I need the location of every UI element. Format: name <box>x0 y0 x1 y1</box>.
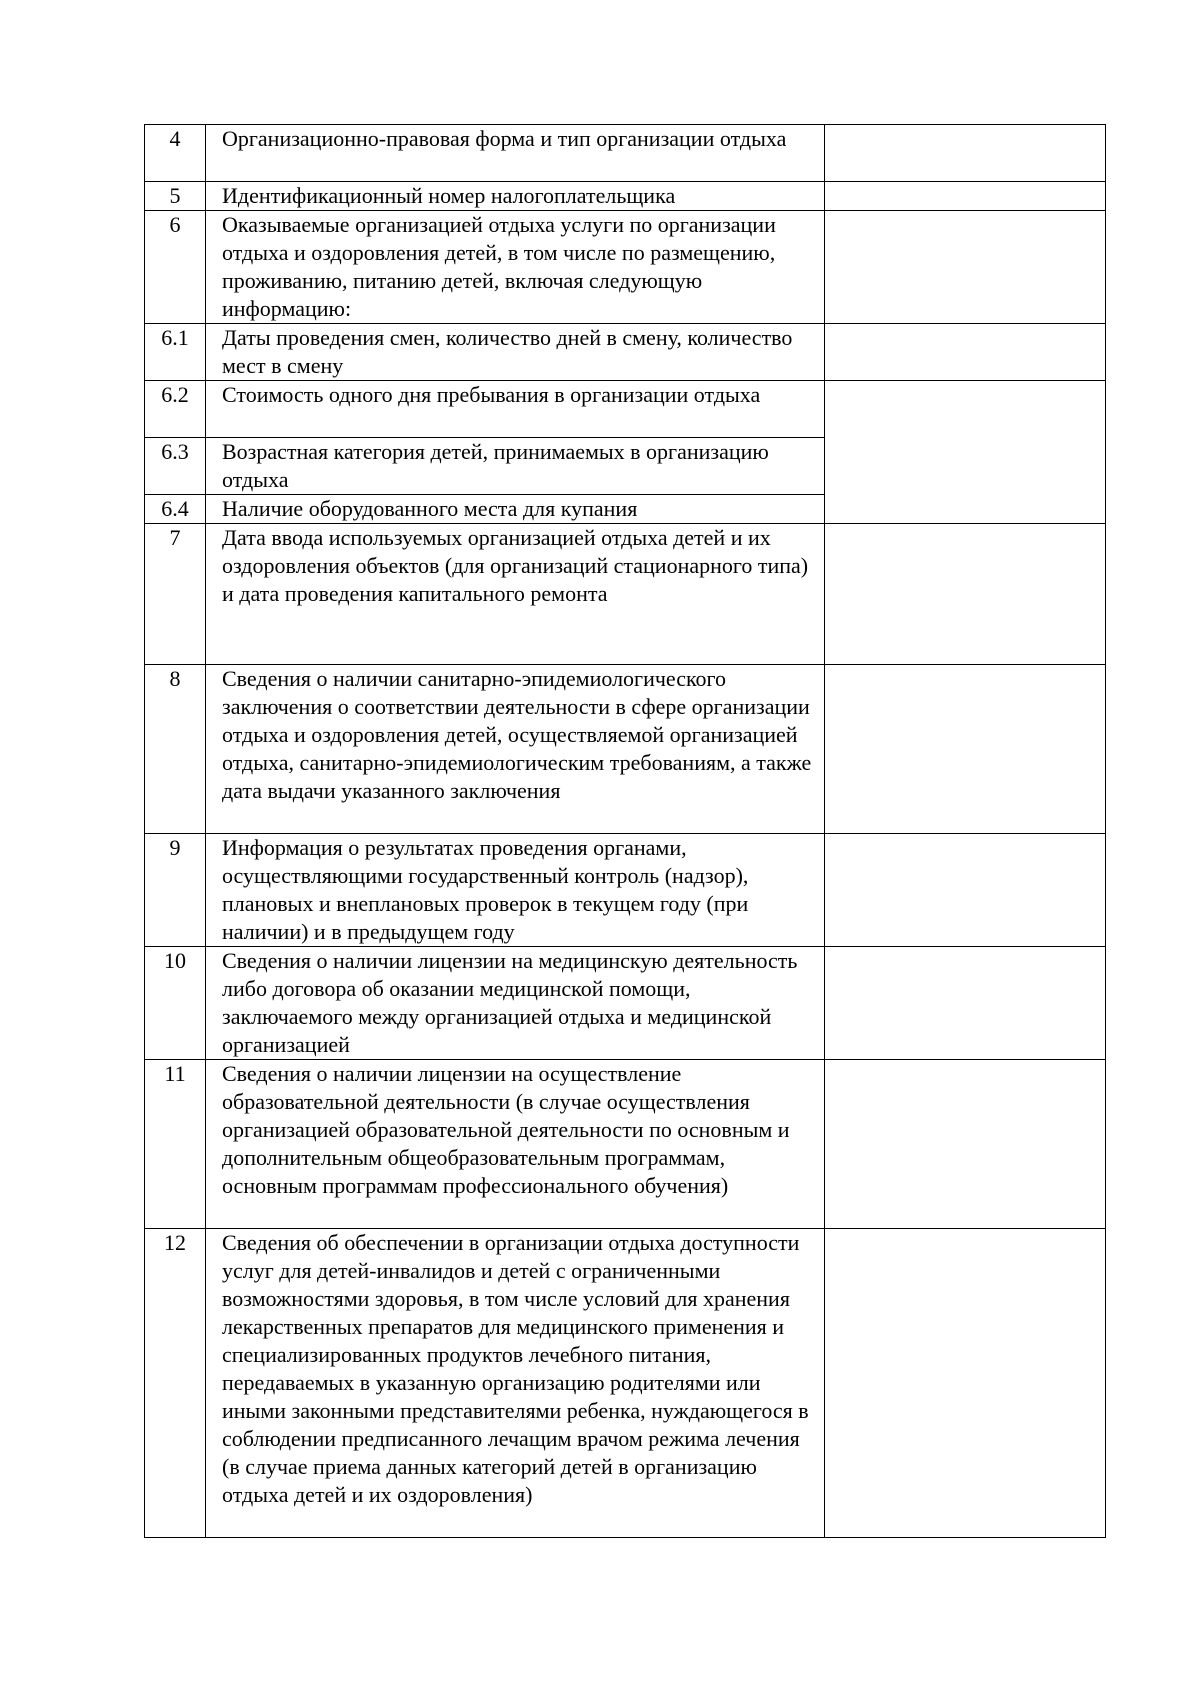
row-number: 6.1 <box>145 324 206 381</box>
row-description: Сведения о наличии лицензии на медицинскую деятельность либо договора об оказании медицинской помощи, заключаемого между организацией отдыха и медицинской организацией <box>206 947 825 1060</box>
row-value-cell[interactable] <box>825 324 1106 381</box>
table-row <box>145 1229 1106 1538</box>
table-row <box>145 381 1106 438</box>
row-description: Информация о результатах проведения органами, осуществляющими государственный контроль (надзор), плановых и внеплановых проверок в текущем году (при наличии) и в предыдущем году <box>206 834 825 947</box>
table-row <box>145 1060 1106 1229</box>
table-row <box>145 211 1106 324</box>
row-description: Возрастная категория детей, принимаемых в организацию отдыха <box>206 438 825 495</box>
row-description: Сведения о наличии санитарно-эпидемиологического заключения о соответствии деятельности в сфере организации отдыха и оздоровления детей, осуществляемой организацией отдыха, санитарно-эпидемиологическим требованиям, а также дата выдачи указанного заключения <box>206 665 825 834</box>
table-row <box>145 834 1106 947</box>
row-description: Наличие оборудованного места для купания <box>206 495 825 524</box>
table-row <box>145 182 1106 211</box>
table-row <box>145 125 1106 182</box>
row-number: 6 <box>145 211 206 324</box>
row-number: 8 <box>145 665 206 834</box>
table-row <box>145 665 1106 834</box>
table-row <box>145 524 1106 665</box>
row-value-cell[interactable] <box>825 211 1106 324</box>
row-number: 11 <box>145 1060 206 1229</box>
table-row <box>145 947 1106 1060</box>
row-value-cell[interactable] <box>825 834 1106 947</box>
row-description: Организационно-правовая форма и тип организации отдыха <box>206 125 825 182</box>
row-number: 12 <box>145 1229 206 1538</box>
row-value-cell[interactable] <box>825 1060 1106 1229</box>
row-description: Даты проведения смен, количество дней в смену, количество мест в смену <box>206 324 825 381</box>
info-table <box>144 124 1106 1538</box>
row-value-cell[interactable] <box>825 182 1106 211</box>
row-value-cell[interactable] <box>825 665 1106 834</box>
row-description: Сведения о наличии лицензии на осуществление образовательной деятельности (в случае осуществления организацией образовательной деятельности по основным и дополнительным общеобразовательным программам, основным программам профессионального обучения) <box>206 1060 825 1229</box>
row-description: Дата ввода используемых организацией отдыха детей и их оздоровления объектов (для организаций стационарного типа) и дата проведения капитального ремонта <box>206 524 825 665</box>
table-row <box>145 324 1106 381</box>
row-number: 6.4 <box>145 495 206 524</box>
row-number: 7 <box>145 524 206 665</box>
row-value-cell[interactable] <box>825 1229 1106 1538</box>
row-number: 9 <box>145 834 206 947</box>
row-number: 6.3 <box>145 438 206 495</box>
row-number: 6.2 <box>145 381 206 438</box>
row-number: 10 <box>145 947 206 1060</box>
row-number: 4 <box>145 125 206 182</box>
row-value-cell[interactable] <box>825 947 1106 1060</box>
row-value-cell[interactable] <box>825 381 1106 524</box>
row-value-cell[interactable] <box>825 125 1106 182</box>
row-number: 5 <box>145 182 206 211</box>
row-description: Идентификационный номер налогоплательщика <box>206 182 825 211</box>
row-value-cell[interactable] <box>825 524 1106 665</box>
row-description: Оказываемые организацией отдыха услуги по организации отдыха и оздоровления детей, в том числе по размещению, проживанию, питанию детей, включая следующую информацию: <box>206 211 825 324</box>
row-description: Стоимость одного дня пребывания в организации отдыха <box>206 381 825 438</box>
row-description: Сведения об обеспечении в организации отдыха доступности услуг для детей-инвалидов и детей с ограниченными возможностями здоровья, в том числе условий для хранения лекарственных препаратов для медицинского применения и специализированных продуктов лечебного питания, передаваемых в указанную организацию родителями или иными законными представителями ребенка, нуждающегося в соблюдении предписанного лечащим врачом режима лечения (в случае приема данных категорий детей в организацию отдыха детей и их оздоровления) <box>206 1229 825 1538</box>
